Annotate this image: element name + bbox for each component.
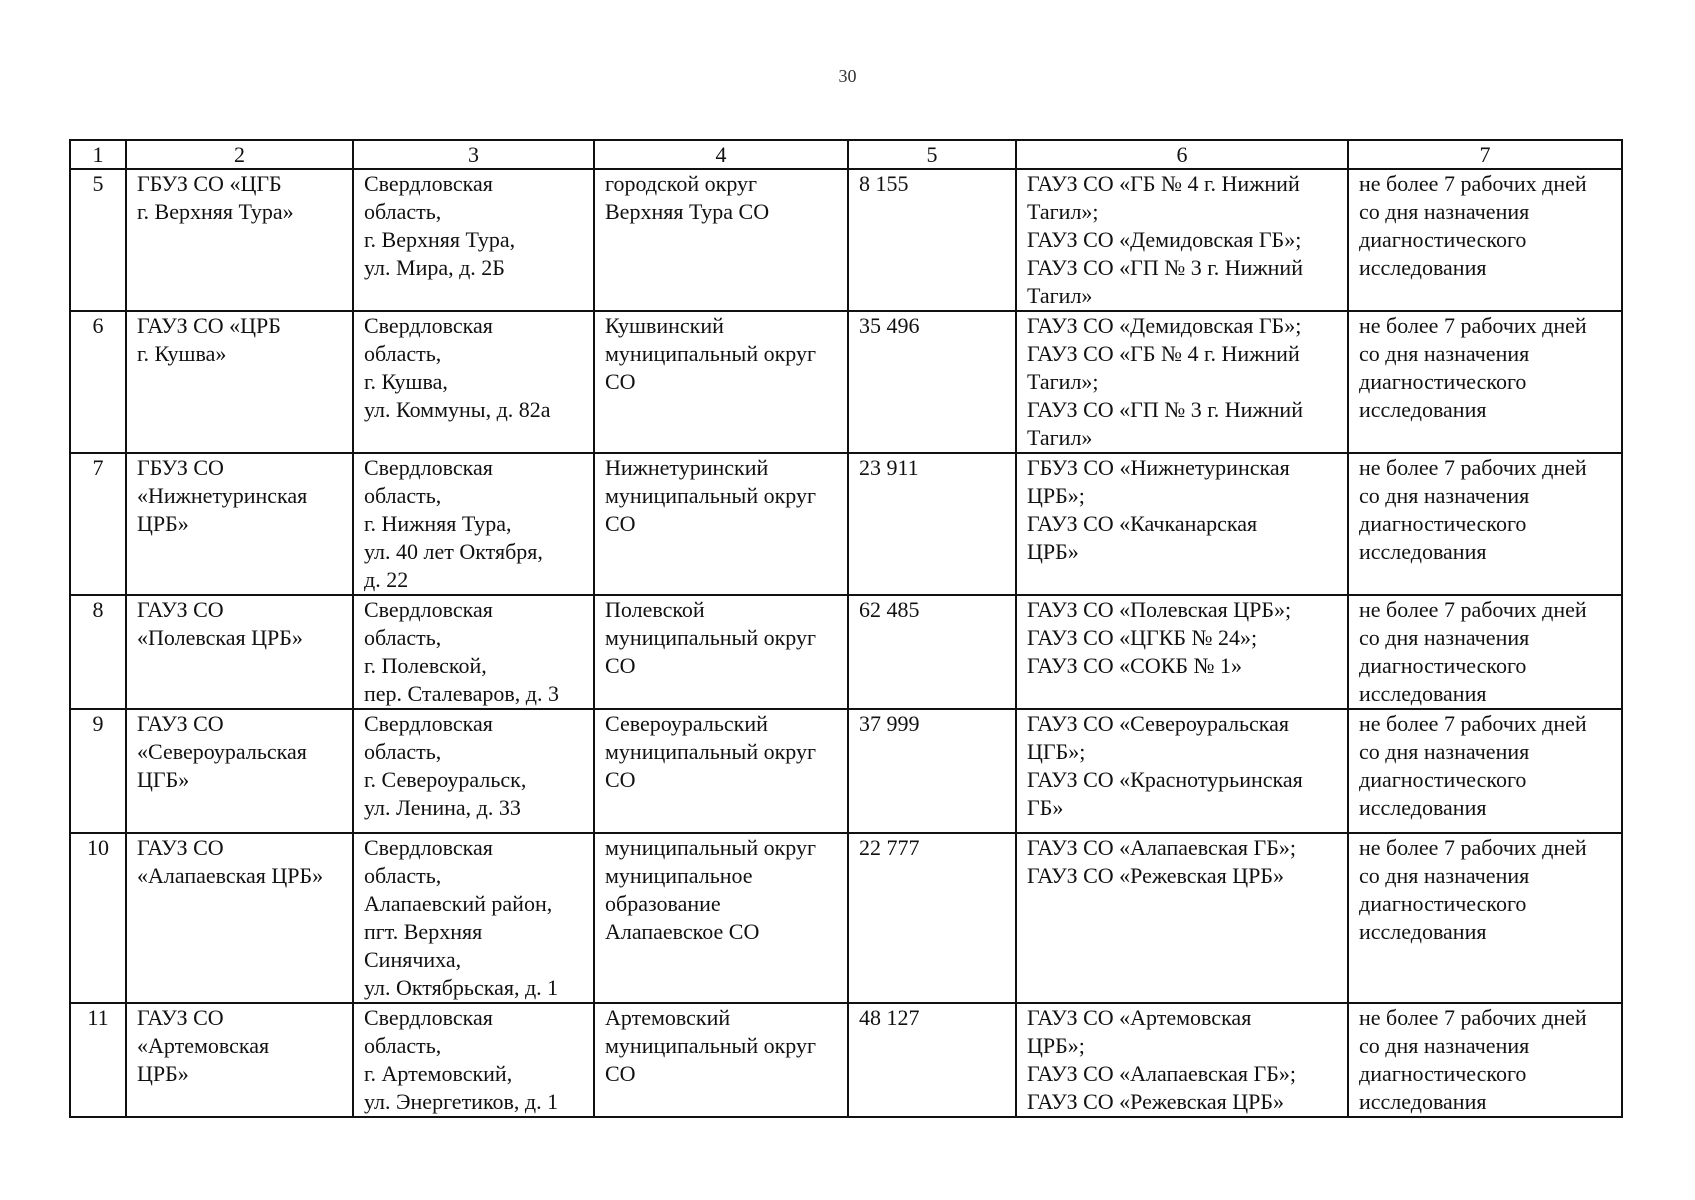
row-number-cell	[70, 595, 126, 709]
district-line: Артемовский	[605, 1005, 731, 1030]
partner-line: Тагил»	[1027, 425, 1093, 450]
row-number: 7	[92, 455, 104, 480]
column-header: 3	[353, 140, 594, 169]
column-header: 1	[70, 140, 126, 169]
address-line: пгт. Верхняя	[364, 919, 483, 944]
district-line: Нижнетуринский	[605, 455, 769, 480]
term-line: со дня назначения	[1359, 341, 1530, 366]
organization-line: «Североуральская	[137, 739, 307, 764]
term-line: диагностического	[1359, 1061, 1527, 1086]
population-value: 37 999	[859, 711, 920, 736]
district-line: Полевской	[605, 597, 705, 622]
partner-line: ГАУЗ СО «СОКБ № 1»	[1027, 653, 1243, 678]
address-line: Алапаевский район,	[364, 891, 553, 916]
address-line: ул. Энергетиков, д. 1	[364, 1089, 559, 1114]
population-value: 23 911	[859, 455, 919, 480]
district-cell	[594, 453, 848, 595]
partner-line: Тагил»;	[1027, 369, 1099, 394]
population-value: 8 155	[859, 171, 909, 196]
table-row	[70, 169, 1622, 311]
term-line: диагностического	[1359, 511, 1527, 536]
district-line: муниципальный округ	[605, 739, 817, 764]
address-cell	[353, 1003, 594, 1117]
organization-line: «Артемовская	[137, 1033, 270, 1058]
district-cell	[594, 595, 848, 709]
population-value: 48 127	[859, 1005, 920, 1030]
term-cell	[1348, 709, 1622, 833]
district-line: образование	[605, 891, 721, 916]
population-cell	[848, 595, 1016, 709]
term-line: не более 7 рабочих дней	[1359, 835, 1587, 860]
address-line: область,	[364, 341, 442, 366]
organization-cell	[126, 709, 353, 833]
population-cell	[848, 453, 1016, 595]
district-line: муниципальное	[605, 863, 753, 888]
address-line: Свердловская	[364, 597, 493, 622]
address-line: область,	[364, 199, 442, 224]
address-line: г. Североуральск,	[364, 767, 527, 792]
organization-line: ГАУЗ СО	[137, 597, 224, 622]
address-line: д. 22	[364, 567, 409, 592]
term-cell	[1348, 169, 1622, 311]
table-row	[70, 311, 1622, 453]
page-number: 30	[838, 66, 857, 86]
address-line: область,	[364, 739, 442, 764]
address-line: Свердловская	[364, 711, 493, 736]
partners-cell	[1016, 595, 1348, 709]
district-line: СО	[605, 653, 636, 678]
address-line: пер. Сталеваров, д. 3	[364, 681, 559, 706]
district-cell	[594, 833, 848, 1003]
partner-line: ГБ»	[1027, 795, 1064, 820]
term-cell	[1348, 453, 1622, 595]
partner-line: ЦРБ»	[1027, 539, 1079, 564]
column-header: 6	[1016, 140, 1348, 169]
row-number-cell	[70, 1003, 126, 1117]
organization-line: «Нижнетуринская	[137, 483, 308, 508]
address-line: область,	[364, 863, 442, 888]
district-line: городской округ	[605, 171, 758, 196]
term-line: не более 7 рабочих дней	[1359, 313, 1587, 338]
organization-line: ГАУЗ СО «ЦРБ	[137, 313, 281, 338]
row-number-cell	[70, 833, 126, 1003]
population-value: 35 496	[859, 313, 920, 338]
term-line: диагностического	[1359, 227, 1527, 252]
term-line: диагностического	[1359, 767, 1527, 792]
term-line: диагностического	[1359, 653, 1527, 678]
district-line: СО	[605, 511, 636, 536]
district-line: муниципальный округ	[605, 835, 817, 860]
district-line: муниципальный округ	[605, 341, 817, 366]
organization-line: ГАУЗ СО	[137, 1005, 224, 1030]
address-line: область,	[364, 1033, 442, 1058]
term-cell	[1348, 833, 1622, 1003]
population-cell	[848, 311, 1016, 453]
partners-cell	[1016, 833, 1348, 1003]
address-line: область,	[364, 625, 442, 650]
organization-line: ЦРБ»	[137, 511, 189, 536]
term-line: исследования	[1359, 255, 1487, 280]
partner-line: ЦРБ»;	[1027, 483, 1085, 508]
partner-line: ГАУЗ СО «Североуральская	[1027, 711, 1290, 736]
column-header: 5	[848, 140, 1016, 169]
address-cell	[353, 595, 594, 709]
address-cell	[353, 453, 594, 595]
row-number: 8	[92, 597, 104, 622]
term-cell	[1348, 595, 1622, 709]
partner-line: ГАУЗ СО «Режевская ЦРБ»	[1027, 1089, 1285, 1114]
organization-cell	[126, 595, 353, 709]
partners-cell	[1016, 169, 1348, 311]
partner-line: Тагил»;	[1027, 199, 1099, 224]
row-number-cell	[70, 709, 126, 833]
population-cell	[848, 833, 1016, 1003]
partner-line: ГАУЗ СО «Краснотурьинская	[1027, 767, 1303, 792]
district-line: муниципальный округ	[605, 1033, 817, 1058]
term-line: исследования	[1359, 539, 1487, 564]
partner-line: Тагил»	[1027, 283, 1093, 308]
row-number: 5	[92, 171, 104, 196]
term-line: диагностического	[1359, 891, 1527, 916]
header-row	[70, 140, 1622, 169]
table-row	[70, 595, 1622, 709]
column-header: 4	[594, 140, 848, 169]
term-line: со дня назначения	[1359, 625, 1530, 650]
partner-line: ГАУЗ СО «ГП № 3 г. Нижний	[1027, 255, 1303, 280]
partner-line: ГАУЗ СО «Демидовская ГБ»;	[1027, 227, 1302, 252]
partner-line: ГБУЗ СО «Нижнетуринская	[1027, 455, 1290, 480]
term-line: исследования	[1359, 919, 1487, 944]
district-cell	[594, 1003, 848, 1117]
population-value: 22 777	[859, 835, 920, 860]
term-line: не более 7 рабочих дней	[1359, 455, 1587, 480]
table-row	[70, 709, 1622, 833]
address-line: Свердловская	[364, 313, 493, 338]
address-line: г. Нижняя Тура,	[364, 511, 512, 536]
district-line: муниципальный округ	[605, 483, 817, 508]
partner-line: ГАУЗ СО «Режевская ЦРБ»	[1027, 863, 1285, 888]
row-number: 9	[92, 711, 104, 736]
partner-line: ГАУЗ СО «ГП № 3 г. Нижний	[1027, 397, 1303, 422]
partners-cell	[1016, 453, 1348, 595]
partner-line: ГАУЗ СО «ГБ № 4 г. Нижний	[1027, 341, 1300, 366]
organization-cell	[126, 833, 353, 1003]
organization-line: ЦРБ»	[137, 1061, 189, 1086]
row-number: 11	[87, 1005, 109, 1030]
term-line: исследования	[1359, 1089, 1487, 1114]
address-cell	[353, 709, 594, 833]
district-line: Верхняя Тура СО	[605, 199, 770, 224]
district-line: СО	[605, 369, 636, 394]
population-cell	[848, 1003, 1016, 1117]
table-row	[70, 1003, 1622, 1117]
organization-cell	[126, 169, 353, 311]
district-cell	[594, 709, 848, 833]
district-line: муниципальный округ	[605, 625, 817, 650]
address-line: ул. Мира, д. 2Б	[364, 255, 505, 280]
district-line: СО	[605, 767, 636, 792]
district-cell	[594, 311, 848, 453]
address-line: ул. Октябрьская, д. 1	[364, 975, 559, 1000]
organization-cell	[126, 311, 353, 453]
facility-table	[69, 139, 1623, 1118]
partner-line: ГАУЗ СО «Алапаевская ГБ»;	[1027, 835, 1297, 860]
row-number-cell	[70, 311, 126, 453]
column-header: 2	[126, 140, 353, 169]
partner-line: ГАУЗ СО «Алапаевская ГБ»;	[1027, 1061, 1297, 1086]
organization-line: г. Кушва»	[137, 341, 227, 366]
partners-cell	[1016, 311, 1348, 453]
column-header: 7	[1348, 140, 1622, 169]
organization-cell	[126, 1003, 353, 1117]
address-line: Свердловская	[364, 835, 493, 860]
address-cell	[353, 311, 594, 453]
address-line: г. Полевской,	[364, 653, 487, 678]
address-line: г. Верхняя Тура,	[364, 227, 516, 252]
row-number-cell	[70, 169, 126, 311]
term-line: диагностического	[1359, 369, 1527, 394]
address-line: Синячиха,	[364, 947, 462, 972]
partners-cell	[1016, 709, 1348, 833]
partner-line: ГАУЗ СО «Качканарская	[1027, 511, 1258, 536]
term-line: исследования	[1359, 795, 1487, 820]
row-number: 10	[87, 835, 109, 860]
address-line: ул. Коммуны, д. 82а	[364, 397, 551, 422]
term-line: исследования	[1359, 397, 1487, 422]
partner-line: ЦГБ»;	[1027, 739, 1086, 764]
population-cell	[848, 709, 1016, 833]
row-number-cell	[70, 453, 126, 595]
term-cell	[1348, 1003, 1622, 1117]
address-line: Свердловская	[364, 455, 493, 480]
address-line: Свердловская	[364, 1005, 493, 1030]
table-row	[70, 453, 1622, 595]
term-line: со дня назначения	[1359, 199, 1530, 224]
partner-line: ГАУЗ СО «Демидовская ГБ»;	[1027, 313, 1302, 338]
partner-line: ГАУЗ СО «Артемовская	[1027, 1005, 1252, 1030]
term-line: со дня назначения	[1359, 483, 1530, 508]
address-line: ул. 40 лет Октября,	[364, 539, 543, 564]
row-number: 6	[92, 313, 104, 338]
organization-line: ГАУЗ СО	[137, 711, 224, 736]
term-line: не более 7 рабочих дней	[1359, 171, 1587, 196]
organization-line: г. Верхняя Тура»	[137, 199, 294, 224]
organization-line: ЦГБ»	[137, 767, 190, 792]
district-line: Алапаевское СО	[605, 919, 760, 944]
term-line: не более 7 рабочих дней	[1359, 597, 1587, 622]
district-line: СО	[605, 1061, 636, 1086]
organization-line: ГАУЗ СО	[137, 835, 224, 860]
term-line: не более 7 рабочих дней	[1359, 1005, 1587, 1030]
address-line: г. Кушва,	[364, 369, 448, 394]
population-cell	[848, 169, 1016, 311]
partner-line: ГАУЗ СО «ЦГКБ № 24»;	[1027, 625, 1258, 650]
organization-line: ГБУЗ СО	[137, 455, 224, 480]
partner-line: ГАУЗ СО «ГБ № 4 г. Нижний	[1027, 171, 1300, 196]
population-value: 62 485	[859, 597, 920, 622]
district-line: Североуральский	[605, 711, 768, 736]
term-line: со дня назначения	[1359, 863, 1530, 888]
address-line: область,	[364, 483, 442, 508]
address-cell	[353, 169, 594, 311]
address-line: Свердловская	[364, 171, 493, 196]
table-row	[70, 833, 1622, 1003]
address-line: ул. Ленина, д. 33	[364, 795, 521, 820]
address-line: г. Артемовский,	[364, 1061, 513, 1086]
organization-line: ГБУЗ СО «ЦГБ	[137, 171, 282, 196]
partner-line: ЦРБ»;	[1027, 1033, 1085, 1058]
term-cell	[1348, 311, 1622, 453]
partner-line: ГАУЗ СО «Полевская ЦРБ»;	[1027, 597, 1292, 622]
organization-cell	[126, 453, 353, 595]
partners-cell	[1016, 1003, 1348, 1117]
term-line: не более 7 рабочих дней	[1359, 711, 1587, 736]
district-cell	[594, 169, 848, 311]
term-line: со дня назначения	[1359, 1033, 1530, 1058]
district-line: Кушвинский	[605, 313, 724, 338]
organization-line: «Полевская ЦРБ»	[137, 625, 303, 650]
term-line: исследования	[1359, 681, 1487, 706]
organization-line: «Алапаевская ЦРБ»	[137, 863, 324, 888]
term-line: со дня назначения	[1359, 739, 1530, 764]
address-cell	[353, 833, 594, 1003]
